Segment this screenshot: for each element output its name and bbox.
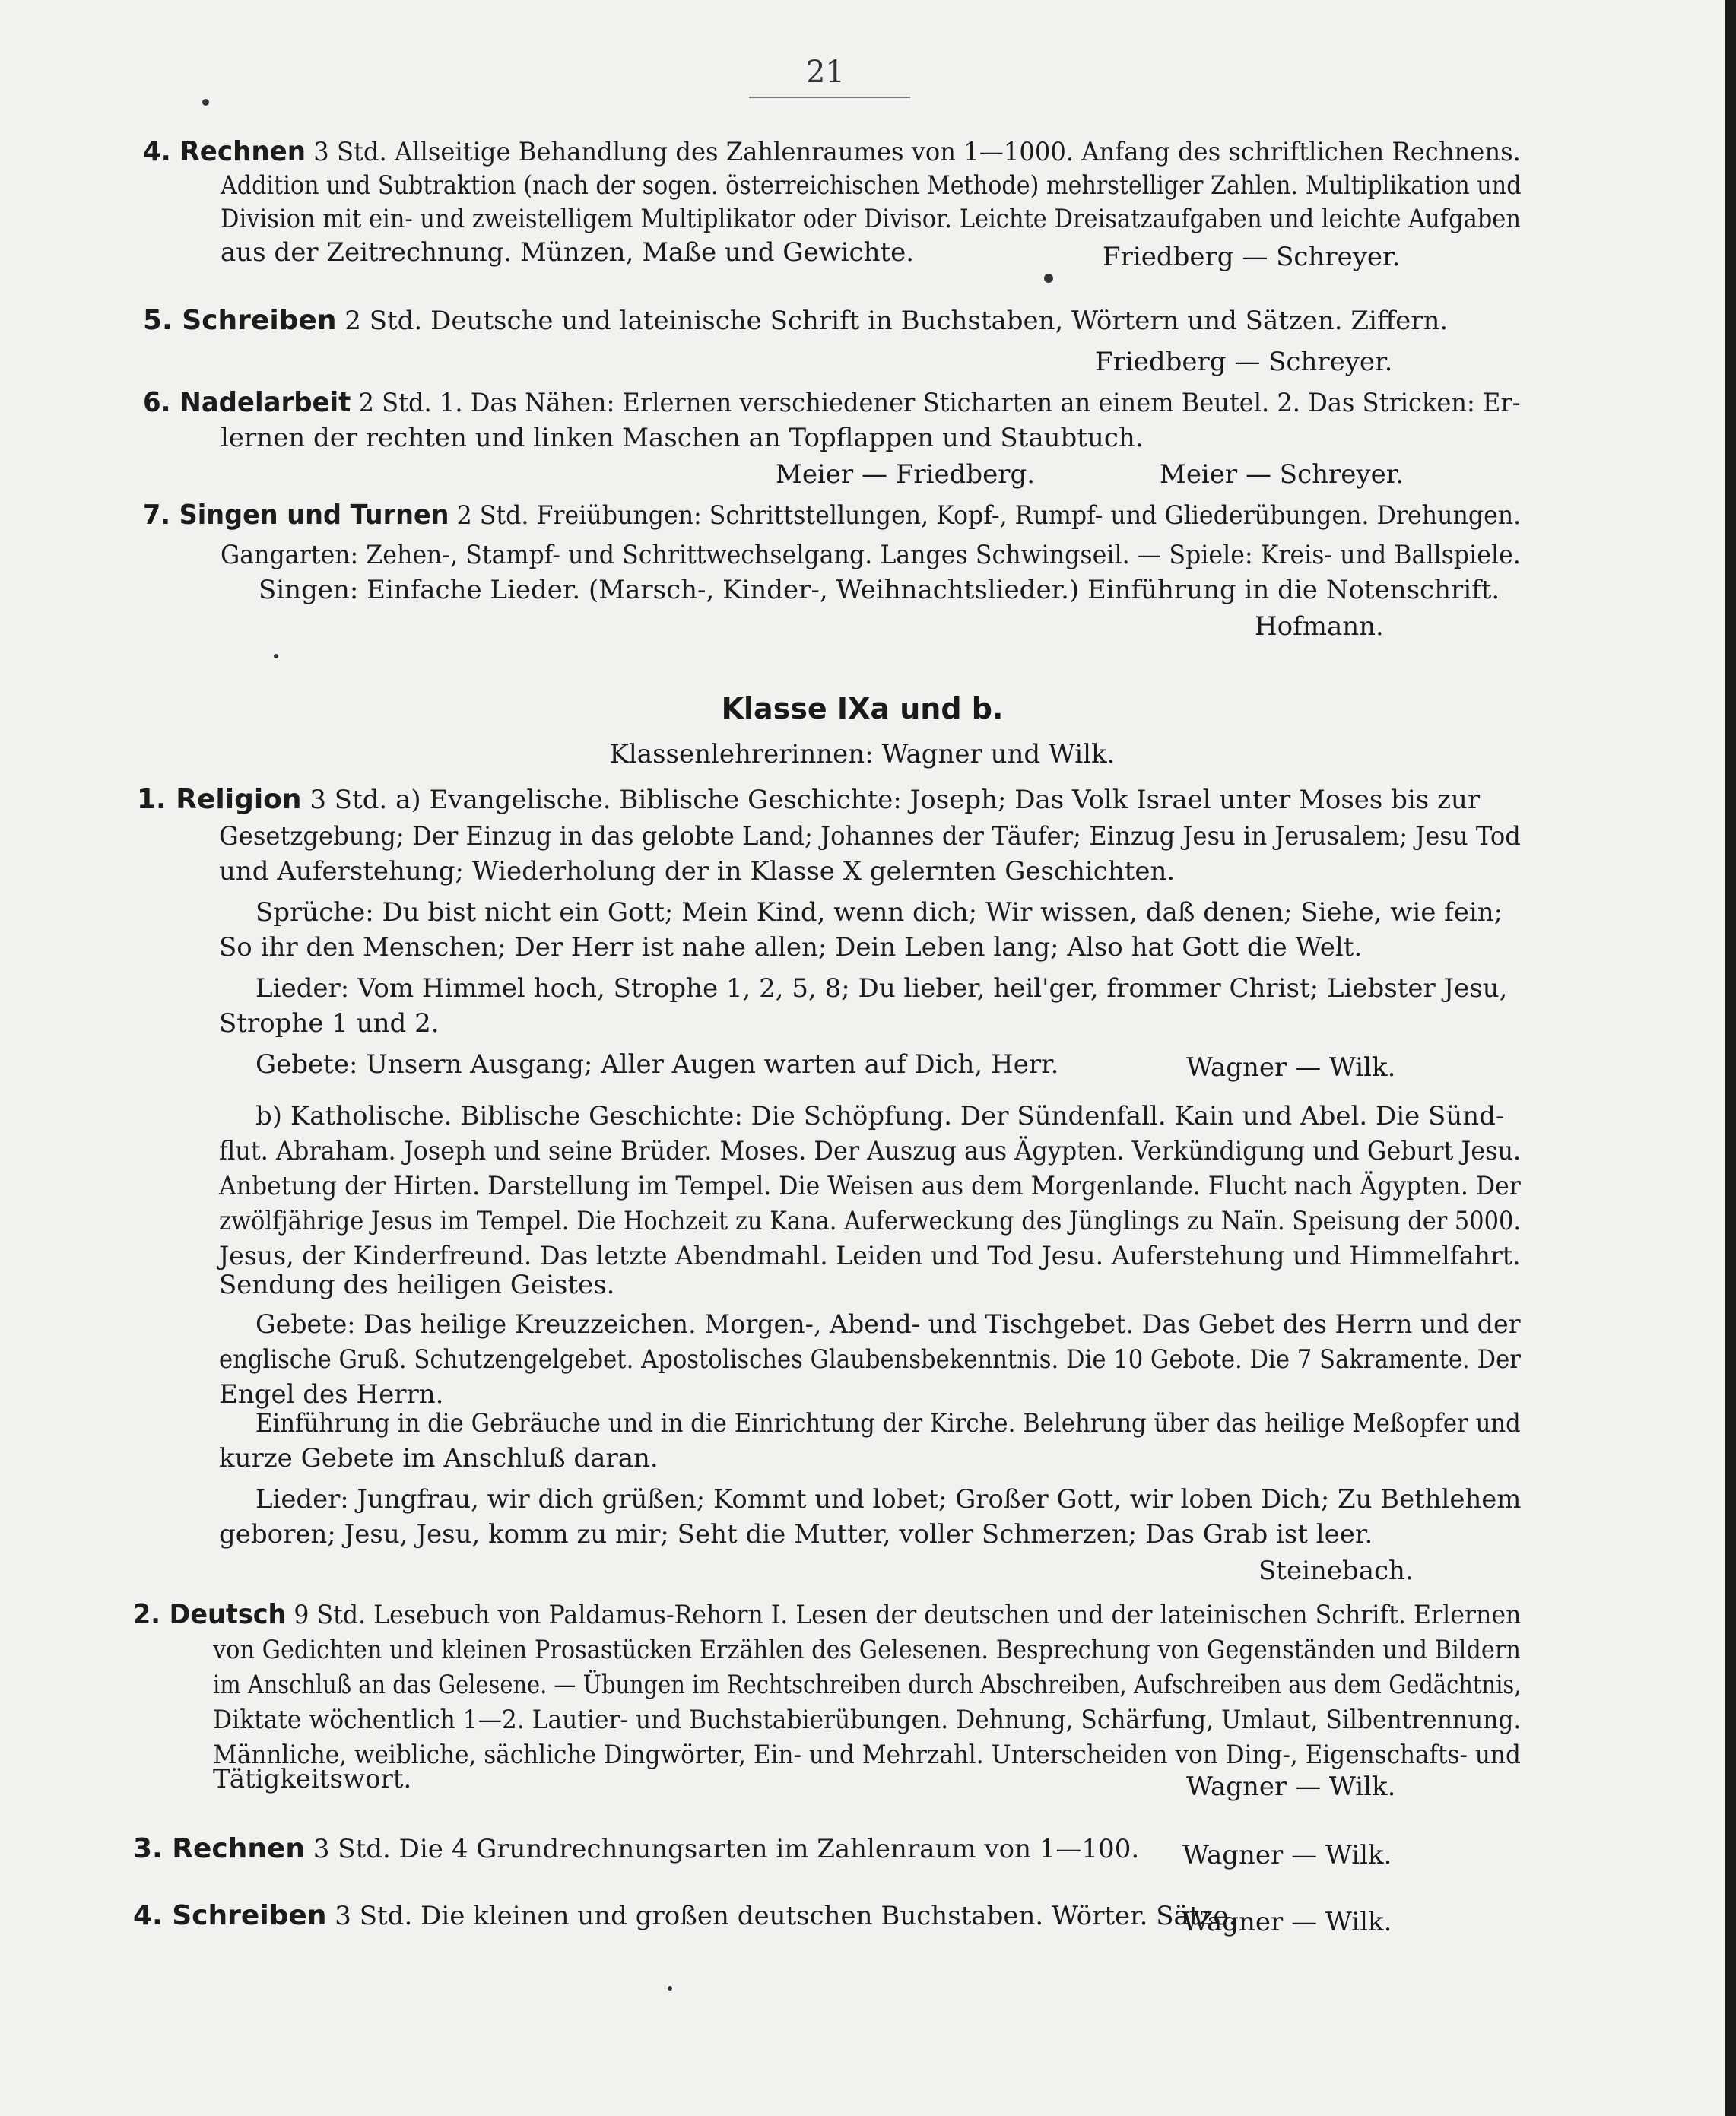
signature-rechnen: Friedberg — Schreyer. [1103, 242, 1401, 272]
print-speck [274, 654, 278, 658]
einfuehrung-line-2: kurze Gebete im Anschluß daran. [219, 1443, 659, 1474]
subject-schreiben2: 4. Schreiben [133, 1900, 327, 1931]
sprueche-line-2: So ihr den Menschen; Der Herr ist nahe allen; Dein Leben lang; Also hat Gott die Welt. [219, 932, 1363, 963]
subject-religion: 1. Religion [137, 784, 302, 815]
religion-line-1: 1. Religion 3 Std. a) Evangelische. Biblische Geschichte: Joseph; Das Volk Israel unter Moses bis zur [137, 784, 1481, 815]
schreiben-line-1: 5. Schreiben 2 Std. Deutsche und lateinische Schrift in Buchstaben, Wörtern und Sätzen. Ziffern. [143, 305, 1449, 336]
deutsch-line-1: 2. Deutsch 9 Std. Lesebuch von Paldamus-Rehorn I. Lesen der deutschen und der lateinischen Schrift. Erlernen [133, 1599, 1522, 1630]
gebete-a-line: Gebete: Unsern Ausgang; Aller Augen warten auf Dich, Herr. [255, 1049, 1059, 1080]
signature-singen: Hofmann. [1255, 611, 1384, 642]
gebete-b-line-1: Gebete: Das heilige Kreuzzeichen. Morgen-, Abend- und Tischgebet. Das Gebet des Herrn und der [255, 1309, 1521, 1340]
lieder-a-line-1: Lieder: Vom Himmel hoch, Strophe 1, 2, 5, 8; Du lieber, heil'ger, frommer Christ; Liebster Jesu, [255, 973, 1508, 1004]
nadelarbeit-line-1: 6. Nadelarbeit 2 Std. 1. Das Nähen: Erlernen verschiedener Sticharten an einem Beutel. 2. Das Stricken: Er- [143, 387, 1521, 418]
page-number-rule [749, 97, 910, 98]
signature-religion-b: Steinebach. [1258, 1556, 1414, 1586]
signature-deutsch: Wagner — Wilk. [1186, 1772, 1396, 1802]
subject-schreiben: 5. Schreiben [143, 305, 337, 336]
rechnen2-line: 3. Rechnen 3 Std. Die 4 Grundrechnungsarten im Zahlenraum von 1—100. [133, 1833, 1140, 1864]
signature-religion-a: Wagner — Wilk. [1186, 1052, 1396, 1083]
signature-nadelarbeit: Meier — Schreyer. [1160, 459, 1404, 490]
page-number: 21 [806, 55, 845, 90]
singen-line-1: 7. Singen und Turnen 2 Std. Freiübungen: Schrittstellungen, Kopf-, Rumpf- und Gliederübungen. Drehungen. [143, 500, 1522, 531]
rechnen-line-3: Division mit ein- und zweistelligem Multiplikator oder Divisor. Leichte Dreisatzaufgaben und leichte Aufgaben [221, 204, 1522, 234]
signature-schreiben2: Wagner — Wilk. [1182, 1907, 1392, 1937]
katholisch-line-3: Anbetung der Hirten. Darstellung im Tempel. Die Weisen aus dem Morgenlande. Flucht nach Ägypten. Der [219, 1171, 1521, 1201]
class-teachers: Klassenlehrerinnen: Wagner und Wilk. [609, 739, 1116, 769]
deutsch-line-3: im Anschluß an das Gelesene. — Übungen im Rechtschreiben durch Abschreiben, Aufschreiben aus dem Gedächtnis, [213, 1670, 1522, 1700]
katholisch-line-5: Jesus, der Kinderfreund. Das letzte Abendmahl. Leiden und Tod Jesu. Auferstehung und Himmelfahrt. [219, 1241, 1521, 1271]
lieder-b-line-1: Lieder: Jungfrau, wir dich grüßen; Kommt und lobet; Großer Gott, wir loben Dich; Zu Bethlehem [255, 1484, 1522, 1515]
gebete-b-line-3: Engel des Herrn. [219, 1379, 444, 1410]
katholisch-line-4: zwölfjährige Jesus im Tempel. Die Hochzeit zu Kana. Auferweckung des Jünglings zu Naïn. Speisung der 5000. [219, 1206, 1522, 1236]
deutsch-line-4: Diktate wöchentlich 1—2. Lautier- und Buchstabierübungen. Dehnung, Schärfung, Umlaut, Silbentrennung. [213, 1705, 1522, 1735]
gebete-b-line-2: englische Gruß. Schutzengelgebet. Apostolisches Glaubensbekenntnis. Die 10 Gebote. Die 7 Sakramente. Der [219, 1344, 1521, 1375]
print-speck [668, 1986, 672, 1991]
signature-nadelarbeit-left: Meier — Friedberg. [776, 459, 1036, 490]
signature-rechnen2: Wagner — Wilk. [1182, 1840, 1392, 1870]
deutsch-line-5: Männliche, weibliche, sächliche Dingwörter, Ein- und Mehrzahl. Unterscheiden von Ding-, Eigenschafts- und [213, 1740, 1521, 1770]
rechnen-line-4: aus der Zeitrechnung. Münzen, Maße und Gewichte. [221, 237, 915, 268]
print-speck [202, 99, 209, 106]
katholisch-line-6: Sendung des heiligen Geistes. [219, 1270, 615, 1300]
einfuehrung-line-1: Einführung in die Gebräuche und in die Einrichtung der Kirche. Belehrung über das heilige Meßopfer und [255, 1408, 1521, 1439]
deutsch-line-2: von Gedichten und kleinen Prosastücken Erzählen des Gelesenen. Besprechung von Gegenständen und Bildern [213, 1635, 1521, 1665]
nadelarbeit-line-2: lernen der rechten und linken Maschen an Topflappen und Staubtuch. [221, 423, 1144, 453]
deutsch-line-6: Tätigkeitswort. [213, 1764, 412, 1794]
print-speck [1044, 274, 1053, 283]
rechnen-line-1: 4. Rechnen 3 Std. Allseitige Behandlung des Zahlenraumes von 1—1000. Anfang des schriftlichen Rechnens. [143, 136, 1521, 167]
rechnen-line-2: Addition und Subtraktion (nach der sogen. österreichischen Methode) mehrstelliger Zahlen. Multiplikation und [221, 170, 1522, 201]
signature-schreiben: Friedberg — Schreyer. [1095, 347, 1393, 377]
subject-deutsch: 2. Deutsch [133, 1599, 287, 1630]
subject-rechnen2: 3. Rechnen [133, 1833, 306, 1864]
religion-line-2: Gesetzgebung; Der Einzug in das gelobte Land; Johannes der Täufer; Einzug Jesu in Jerusalem; Jesu Tod [219, 821, 1521, 852]
schreiben2-line: 4. Schreiben 3 Std. Die kleinen und großen deutschen Buchstaben. Wörter. Sätze. [133, 1900, 1237, 1931]
class-heading: Klasse IXa und b. [721, 692, 1004, 725]
katholisch-line-2: flut. Abraham. Joseph und seine Brüder. Moses. Der Auszug aus Ägypten. Verkündigung und Geburt Jesu. [219, 1136, 1522, 1166]
lieder-b-line-2: geboren; Jesu, Jesu, komm zu mir; Seht die Mutter, voller Schmerzen; Das Grab ist leer. [219, 1519, 1373, 1550]
katholisch-line-1: b) Katholische. Biblische Geschichte: Die Schöpfung. Der Sündenfall. Kain und Abel. Die Sünd- [255, 1101, 1505, 1131]
subject-nadelarbeit: 6. Nadelarbeit [143, 387, 351, 418]
sprueche-line-1: Sprüche: Du bist nicht ein Gott; Mein Kind, wenn dich; Wir wissen, daß denen; Siehe, wie fein; [255, 897, 1503, 928]
singen-line-3: Singen: Einfache Lieder. (Marsch-, Kinder-, Weihnachtslieder.) Einführung in die Notenschrift. [259, 575, 1500, 605]
religion-line-3: und Auferstehung; Wiederholung der in Klasse X gelernten Geschichten. [219, 856, 1176, 887]
subject-singen-turnen: 7. Singen und Turnen [143, 500, 449, 531]
singen-line-2: Gangarten: Zehen-, Stampf- und Schrittwechselgang. Langes Schwingseil. — Spiele: Kreis- und Ballspiele. [221, 540, 1521, 570]
lieder-a-line-2: Strophe 1 und 2. [219, 1008, 440, 1039]
subject-rechnen: 4. Rechnen [143, 136, 306, 167]
